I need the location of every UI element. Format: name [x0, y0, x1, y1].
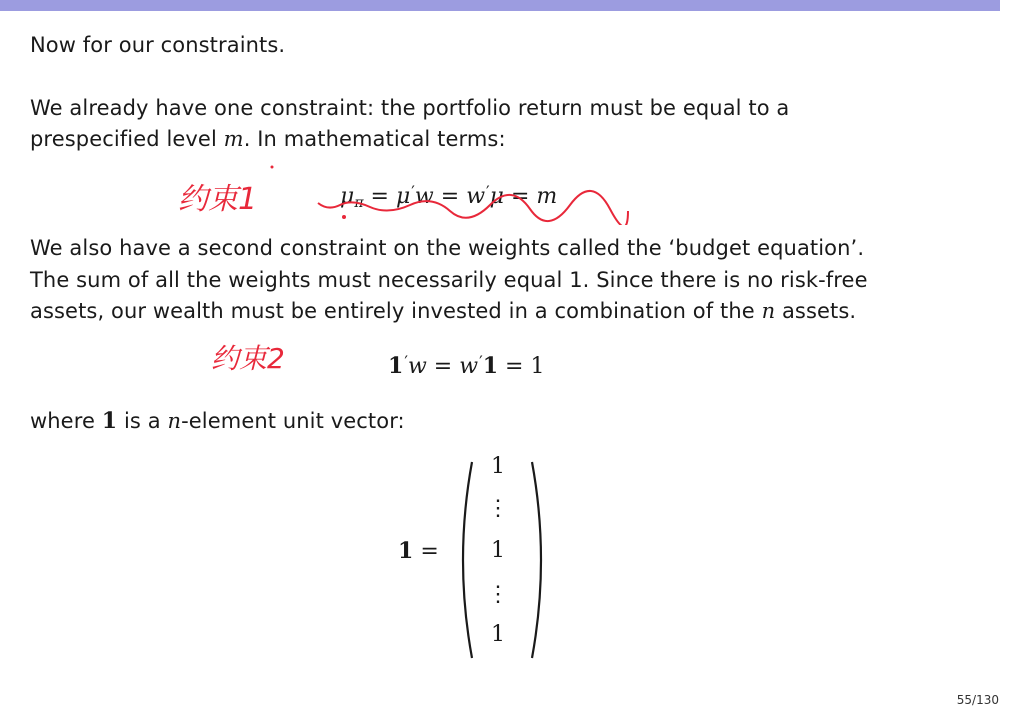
math-mu: μ: [395, 184, 411, 209]
unit-vector-definition: [398, 450, 558, 660]
math-equals: =: [433, 354, 453, 379]
math-equals: =: [510, 184, 530, 209]
text: is a: [117, 409, 168, 433]
paragraph-1-line-1: We already have one constraint: the portfolio return must be equal to a: [30, 96, 790, 120]
paragraph-2-line-1: We also have a second constraint on the weights called the ‘budget equation’.: [30, 236, 865, 260]
paragraph-1-line-2: [30, 126, 506, 152]
vector-dots: ⋮: [487, 496, 509, 521]
annotation-text-2: 约束2: [211, 342, 285, 375]
vector-entry: 1: [491, 454, 505, 479]
handwritten-annotation-2: [205, 330, 325, 380]
slide-heading: Now for our constraints.: [30, 33, 286, 57]
annotation-dot: [271, 166, 274, 169]
math-w: w: [459, 354, 479, 379]
math-one-vector: 1: [101, 408, 118, 434]
left-paren: [463, 462, 472, 658]
text: prespecified level: [30, 127, 224, 151]
text: where: [30, 409, 102, 433]
slide-header-bar: [0, 0, 1000, 11]
text: . In mathematical terms:: [243, 127, 506, 151]
math-m: m: [536, 184, 558, 209]
text: -element unit vector:: [181, 409, 405, 433]
math-one: 1: [530, 354, 545, 379]
math-equals: =: [370, 184, 389, 209]
text: assets.: [775, 299, 857, 323]
math-one-vector: 1: [388, 353, 404, 379]
math-mu: μ: [340, 184, 355, 209]
math-var-m: m: [223, 127, 244, 151]
math-w: w: [407, 354, 427, 379]
math-mu: μ: [489, 184, 504, 209]
math-prime: ′: [404, 352, 408, 371]
math-equals: =: [420, 539, 439, 564]
text: assets, our wealth must be entirely invested in a combination of the: [30, 299, 762, 323]
paragraph-3: [30, 408, 405, 434]
vector-entry: 1: [491, 622, 505, 647]
math-one-vector: 1: [398, 538, 414, 564]
annotation-text-1: 约束1: [178, 182, 258, 217]
math-equals: =: [505, 354, 524, 379]
math-pi-subscript: π: [354, 195, 364, 211]
paragraph-2-line-2: The sum of all the weights must necessarily equal 1. Since there is no risk-free: [30, 268, 868, 292]
page-number: 55/130: [956, 693, 999, 707]
math-var-n: n: [761, 299, 776, 323]
right-paren: [532, 462, 541, 658]
math-var-n: n: [167, 409, 182, 433]
math-prime: ′: [486, 182, 490, 201]
vector-lhs: [398, 538, 439, 564]
math-w: w: [466, 184, 486, 209]
math-one-vector: 1: [482, 353, 499, 379]
vector-dots: ⋮: [487, 582, 509, 607]
math-w: w: [414, 184, 434, 209]
math-prime: ′: [479, 352, 483, 371]
math-prime: ′: [411, 182, 415, 201]
math-equals: =: [440, 184, 460, 209]
vector-entry: 1: [491, 538, 505, 563]
return-constraint-equation: [340, 182, 557, 211]
budget-equation: [388, 352, 544, 379]
paragraph-2-line-3: [30, 298, 856, 324]
annotation-dot: [342, 215, 346, 219]
